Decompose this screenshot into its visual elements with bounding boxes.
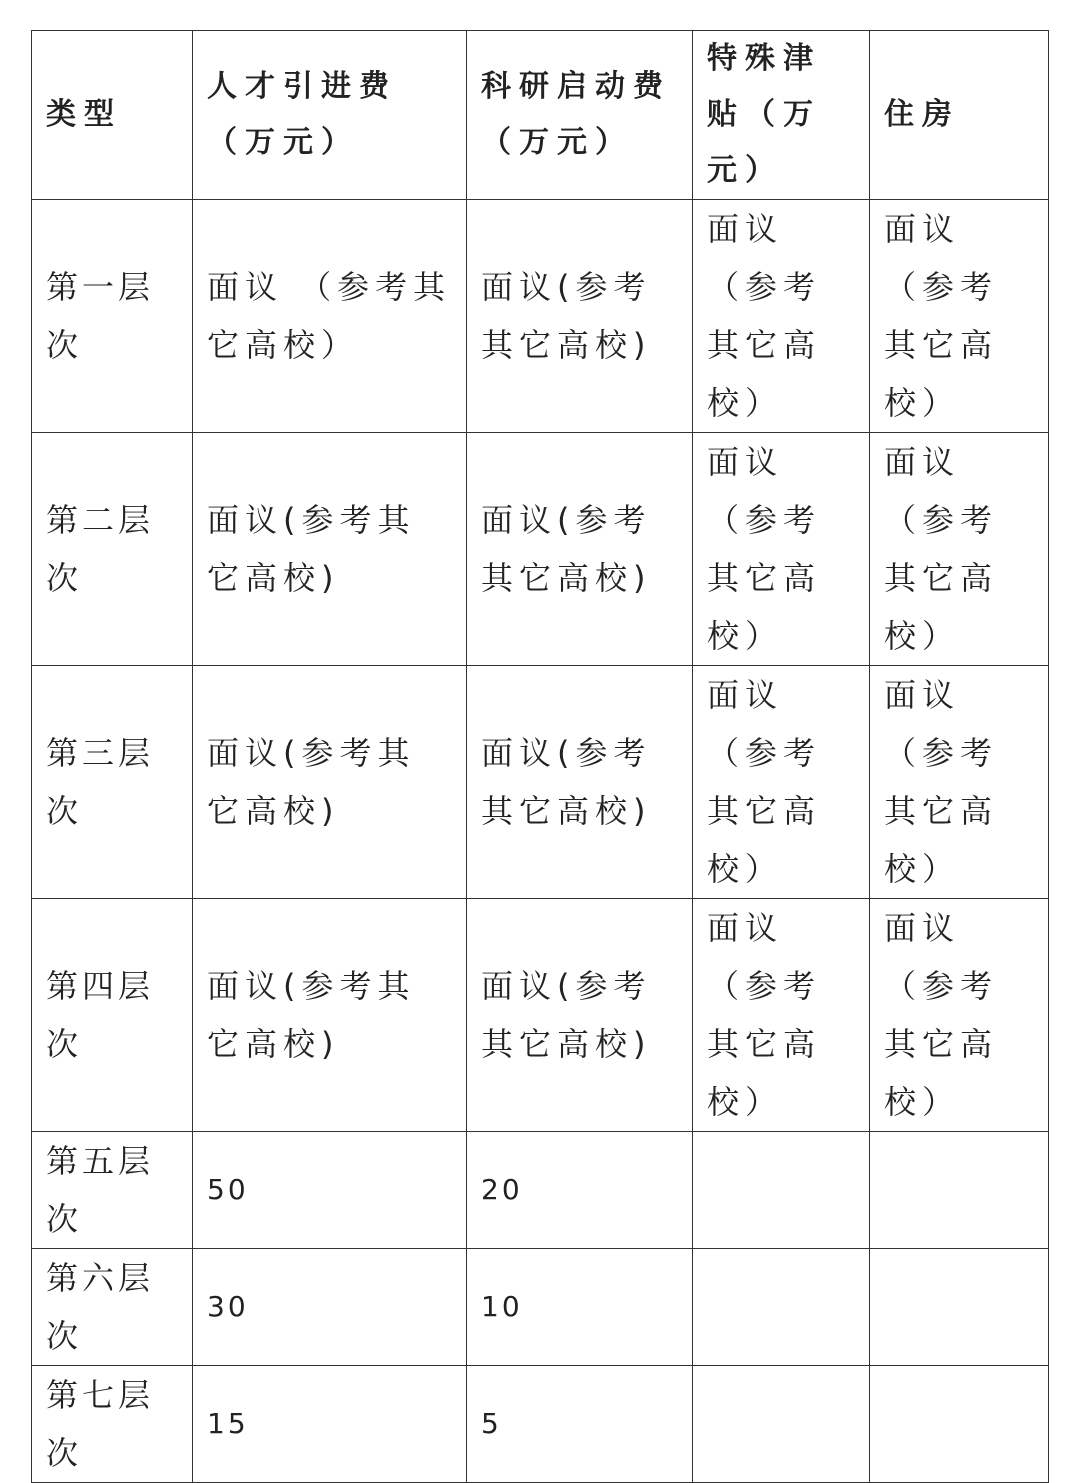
table-row bbox=[32, 433, 1049, 666]
cell-research-fee: 5 bbox=[467, 1366, 693, 1483]
cell-research-fee: 面议(参考其它高校) bbox=[467, 666, 693, 899]
cell-research-fee: 10 bbox=[467, 1249, 693, 1366]
header-type: 类型 bbox=[32, 31, 193, 200]
cell-talent-fee: 50 bbox=[193, 1132, 467, 1249]
cell-housing: 面议 （参考其它高校） bbox=[870, 666, 1049, 899]
header-special-allowance: 特殊津贴（万元） bbox=[693, 31, 870, 200]
header-research-fee: 科研启动费（万元） bbox=[467, 31, 693, 200]
cell-housing bbox=[870, 1249, 1049, 1366]
cell-talent-fee: 面议(参考其它高校) bbox=[193, 899, 467, 1132]
cell-housing bbox=[870, 1132, 1049, 1249]
cell-housing: 面议 （参考其它高校） bbox=[870, 899, 1049, 1132]
cell-special-allowance bbox=[693, 1249, 870, 1366]
table-row bbox=[32, 200, 1049, 433]
cell-talent-fee: 面议 （参考其它高校） bbox=[193, 200, 467, 433]
cell-type: 第一层次 bbox=[32, 200, 193, 433]
cell-research-fee: 面议(参考其它高校) bbox=[467, 433, 693, 666]
table-row bbox=[32, 1132, 1049, 1249]
table-row bbox=[32, 899, 1049, 1132]
cell-research-fee: 20 bbox=[467, 1132, 693, 1249]
cell-type: 第六层次 bbox=[32, 1249, 193, 1366]
talent-compensation-table bbox=[31, 30, 1049, 1483]
cell-talent-fee: 面议(参考其它高校) bbox=[193, 666, 467, 899]
cell-type: 第三层次 bbox=[32, 666, 193, 899]
header-talent-fee: 人才引进费（万元） bbox=[193, 31, 467, 200]
header-row bbox=[32, 31, 1049, 200]
table-row bbox=[32, 666, 1049, 899]
cell-housing: 面议 （参考其它高校） bbox=[870, 200, 1049, 433]
cell-special-allowance bbox=[693, 1366, 870, 1483]
header-housing: 住房 bbox=[870, 31, 1049, 200]
cell-talent-fee: 面议(参考其它高校) bbox=[193, 433, 467, 666]
cell-talent-fee: 15 bbox=[193, 1366, 467, 1483]
cell-talent-fee: 30 bbox=[193, 1249, 467, 1366]
cell-special-allowance: 面议 （参考其它高校） bbox=[693, 433, 870, 666]
cell-special-allowance bbox=[693, 1132, 870, 1249]
cell-housing bbox=[870, 1366, 1049, 1483]
cell-special-allowance: 面议 （参考其它高校） bbox=[693, 666, 870, 899]
cell-special-allowance: 面议 （参考其它高校） bbox=[693, 899, 870, 1132]
cell-housing: 面议 （参考其它高校） bbox=[870, 433, 1049, 666]
cell-research-fee: 面议(参考其它高校) bbox=[467, 200, 693, 433]
table-row bbox=[32, 1249, 1049, 1366]
cell-type: 第二层次 bbox=[32, 433, 193, 666]
cell-research-fee: 面议(参考其它高校) bbox=[467, 899, 693, 1132]
cell-type: 第四层次 bbox=[32, 899, 193, 1132]
cell-special-allowance: 面议 （参考其它高校） bbox=[693, 200, 870, 433]
cell-type: 第五层次 bbox=[32, 1132, 193, 1249]
table-row bbox=[32, 1366, 1049, 1483]
cell-type: 第七层次 bbox=[32, 1366, 193, 1483]
